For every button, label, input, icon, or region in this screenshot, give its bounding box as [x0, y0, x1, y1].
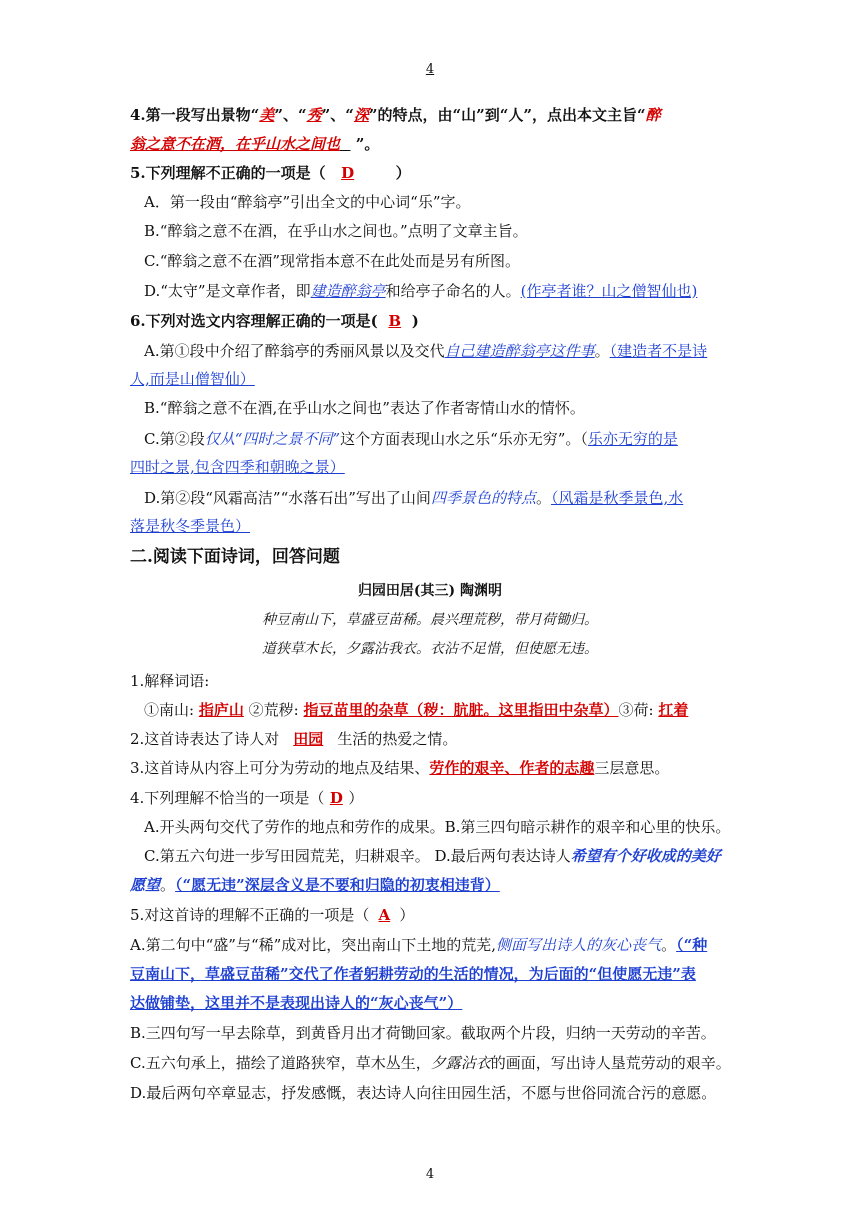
poem-question-1: 1.解释词语:: [130, 672, 210, 690]
p5-option-b: B.三四句写一早去除草，到黄昏月出才荷锄回家。截取两个片段，归纳一天劳动的辛苦。: [130, 1024, 716, 1042]
answer-xiu: 秀: [306, 106, 322, 124]
section-2-heading: 二.阅读下面诗词，回答问题: [130, 547, 340, 567]
question-6-stem: 6.下列对选文内容理解正确的一项是( B ): [130, 312, 419, 330]
p5-option-a-note-2: 豆南山下，草盛豆苗稀”交代了作者躬耕劳动的生活的情况，为后面的“但使愿无违”表: [130, 965, 696, 983]
p5-option-d: D.最后两句卒章显志，抒发感慨，表达诗人向往田园生活，不愿与世俗同流合污的意愿。: [130, 1084, 717, 1102]
poem-title: 归园田居(其三) 陶渊明: [357, 583, 503, 599]
poem-question-5: 5.对这首诗的理解不正确的一项是（ A ）: [130, 906, 415, 924]
answer-q6: B: [388, 312, 402, 330]
p4-options-cd: C.第五六句进一步写田园荒芜，归耕艰辛。 D.最后两句表达诗人希望有个好收成的美好: [144, 847, 721, 865]
poem-question-1-answers: ①南山: 指庐山 ②荒秽: 指豆苗里的杂草（秽：肮脏。这里指田中杂草）③荷: 扛着: [144, 701, 689, 719]
p5-option-a-note-3: 达做铺垫，这里并不是表现出诗人的“灰心丧气”）: [130, 994, 463, 1012]
q5-option-a: A．第一段由“醉翁亭”引出全文的中心词“乐”字。: [144, 193, 471, 211]
answer-mei: 美: [259, 106, 275, 124]
q6-option-c: C.第②段仅从“四时之景不同”这个方面表现山水之乐“乐亦无穷”。（乐亦无穷的是: [144, 430, 678, 448]
question-4-line2: 翁之意不在酒，在乎山水之间也 ”。: [130, 135, 380, 153]
poem-line-1: 种豆南山下，草盛豆苗稀。晨兴理荒秽，带月荷锄归。: [262, 612, 598, 628]
answer-q5: D: [341, 164, 355, 182]
q5-option-c: C.“醉翁之意不在酒”现常指本意不在此处而是另有所图。: [144, 252, 521, 270]
p4-options-ab: A.开头两句交代了劳作的地点和劳作的成果。B.第三四句暗示耕作的艰辛和心里的快乐。: [144, 818, 731, 836]
q6-option-a-note: 人,而是山僧智仙）: [130, 370, 255, 388]
q6-option-a: A.第①段中介绍了醉翁亭的秀丽风景以及交代自己建造醉翁亭这件事。（建造者不是诗: [144, 342, 708, 360]
q6-option-d: D.第②段“风霜高洁”“水落石出”写出了山间四季景色的特点。（风霜是秋季景色,水: [144, 489, 684, 507]
p4-options-cd-cont: 愿望。（“愿无违”深层含义是不要和归隐的初衷相违背）: [130, 876, 500, 894]
poem-line-2: 道狭草木长，夕露沾我衣。衣沾不足惜，但使愿无违。: [262, 641, 598, 657]
q6-option-c-note: 四时之景,包含四季和朝晚之景）: [130, 458, 345, 476]
answer-theme: 翁之意不在酒，在乎山水之间也: [130, 135, 341, 153]
p5-option-c: C.五六句承上，描绘了道路狭窄，草木丛生，夕露沾衣的画面，写出诗人垦荒劳动的艰辛。: [130, 1054, 731, 1072]
q5-option-b: B.“醉翁之意不在酒，在乎山水之间也。”点明了文章主旨。: [144, 222, 528, 240]
question-4-line1: 4.第一段写出景物“美”、“秀”、“深”的特点，由“山”到“人”，点出本文主旨“醉: [130, 106, 661, 124]
q6-option-b: B.“醉翁之意不在酒,在乎山水之间也”表达了作者寄情山水的情怀。: [144, 399, 585, 417]
p5-option-a: A.第二句中“盛”与“稀”成对比，突出南山下土地的荒芜,侧面写出诗人的灰心丧气。（“种: [130, 936, 708, 954]
note-q5d: (作亭者谁？山之僧智仙也): [520, 282, 698, 300]
question-5-stem: 5.下列理解不正确的一项是（ D ）: [130, 164, 411, 182]
page-number-top: 4: [425, 62, 435, 77]
poem-question-2: 2.这首诗表达了诗人对 田园 生活的热爱之情。: [130, 730, 458, 748]
poem-question-4: 4.下列理解不恰当的一项是（ D ）: [130, 789, 364, 807]
page-number-bottom: 4: [425, 1167, 435, 1182]
poem-question-3: 3.这首诗从内容上可分为劳动的地点及结果、劳作的艰辛、作者的志趣三层意思。: [130, 759, 670, 777]
q6-option-d-note: 落是秋冬季景色）: [130, 517, 251, 535]
q5-option-d: D.“太守”是文章作者，即建造醉翁亭和给亭子命名的人。(作亭者谁？山之僧智仙也): [144, 282, 698, 300]
answer-p5: A: [378, 906, 391, 924]
answer-p4: D: [329, 789, 343, 807]
answer-shen: 深: [353, 106, 369, 124]
